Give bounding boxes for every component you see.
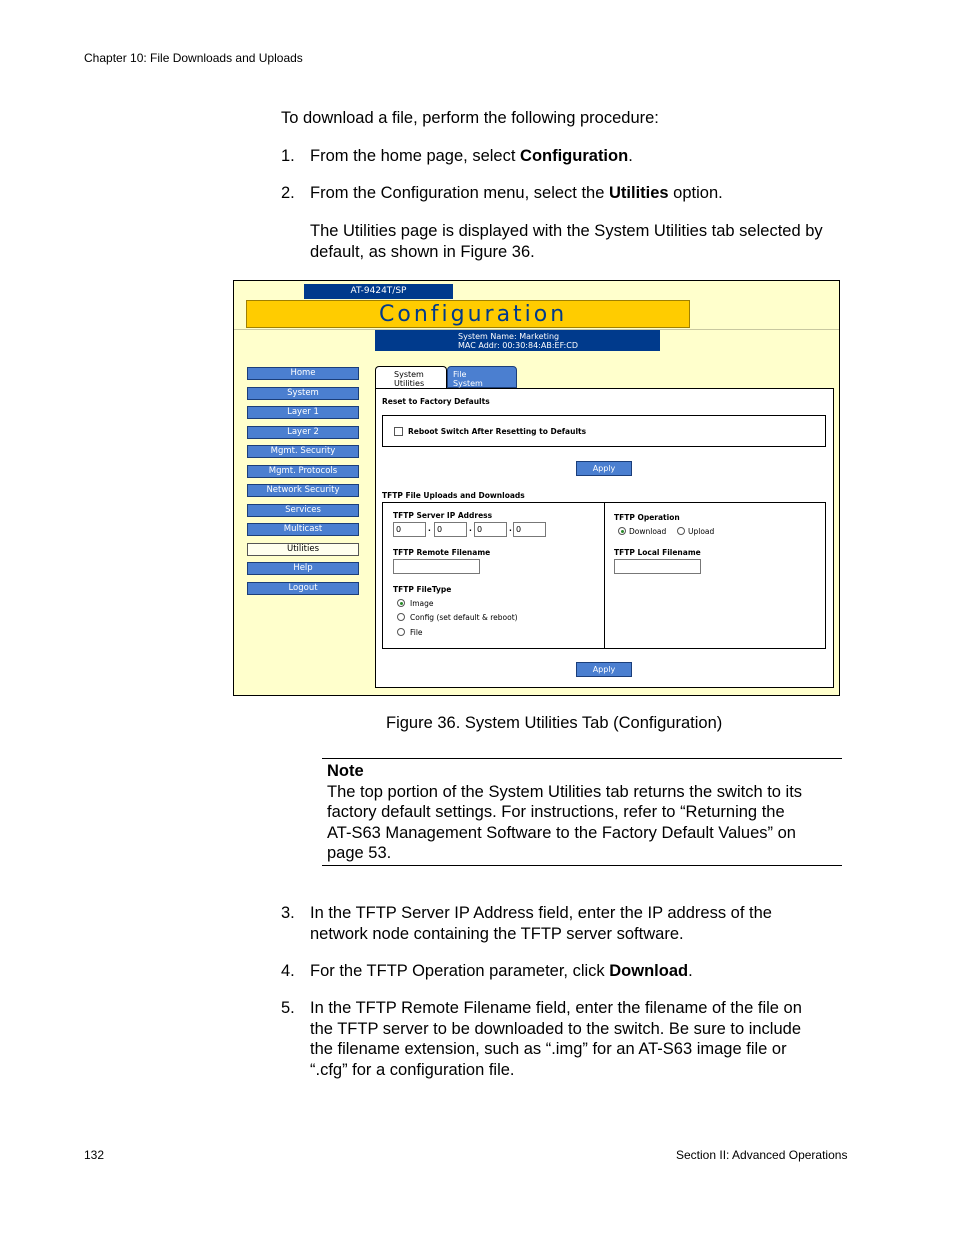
nav-layer-2[interactable]: Layer 2 bbox=[247, 426, 359, 439]
tftp-heading: TFTP File Uploads and Downloads bbox=[382, 491, 525, 500]
nav-logout[interactable]: Logout bbox=[247, 582, 359, 595]
nav-help[interactable]: Help bbox=[247, 562, 359, 575]
apply-tftp-button[interactable]: Apply bbox=[576, 662, 632, 677]
ip-octet-3[interactable]: 0 bbox=[474, 522, 507, 537]
step-number: 5. bbox=[281, 999, 295, 1017]
step-number: 1. bbox=[281, 147, 295, 165]
filetype-config-label: Config (set default & reboot) bbox=[410, 613, 518, 622]
reset-box bbox=[382, 415, 826, 447]
nav-layer-1[interactable]: Layer 1 bbox=[247, 406, 359, 419]
step-text-end: . bbox=[628, 147, 633, 165]
nav-mgmt-protocols[interactable]: Mgmt. Protocols bbox=[247, 465, 359, 478]
chapter-header: Chapter 10: File Downloads and Uploads bbox=[84, 51, 303, 65]
nav-network-security[interactable]: Network Security bbox=[247, 484, 359, 497]
step-text-end: . bbox=[688, 962, 693, 980]
remote-filename-label: TFTP Remote Filename bbox=[393, 548, 491, 557]
nav-home[interactable]: Home bbox=[247, 367, 359, 380]
detail-line: The Utilities page is displayed with the System Utilities tab selected by bbox=[310, 222, 823, 240]
ip-octet-2[interactable]: 0 bbox=[434, 522, 467, 537]
note-line: page 53. bbox=[327, 844, 392, 862]
local-filename-input[interactable] bbox=[614, 559, 701, 574]
model-banner: AT-9424T/SP bbox=[304, 284, 453, 299]
tab-label-line2: Utilities bbox=[394, 379, 425, 388]
operation-download-label: Download bbox=[629, 527, 667, 536]
operation-upload-label: Upload bbox=[688, 527, 715, 536]
system-utilities-panel bbox=[375, 388, 834, 688]
reboot-checkbox-label: Reboot Switch After Resetting to Defaults bbox=[408, 427, 587, 436]
note-title: Note bbox=[327, 762, 364, 780]
note-line: factory default settings. For instructions, refer to “Returning the bbox=[327, 803, 785, 821]
reset-heading: Reset to Factory Defaults bbox=[382, 397, 490, 406]
step-line: network node containing the TFTP server software. bbox=[310, 924, 684, 943]
step-bold: Download bbox=[609, 962, 689, 980]
tab-label-line2: System bbox=[453, 379, 483, 388]
filetype-image-label: Image bbox=[410, 599, 434, 608]
step-line: In the TFTP Remote Filename field, enter the filename of the file on bbox=[310, 999, 802, 1017]
nav-utilities[interactable]: Utilities bbox=[247, 543, 359, 556]
step-text: For the TFTP Operation parameter, click bbox=[310, 962, 610, 980]
configuration-title: Configuration bbox=[246, 300, 690, 328]
step-line: the TFTP server to be downloaded to the switch. Be sure to include bbox=[310, 1019, 801, 1038]
page-number: 132 bbox=[84, 1148, 105, 1162]
nav-services[interactable]: Services bbox=[247, 504, 359, 517]
section-footer: Section II: Advanced Operations bbox=[676, 1148, 848, 1162]
step-line: In the TFTP Server IP Address field, enter the IP address of the bbox=[310, 904, 772, 922]
mac-address: MAC Addr: 00:30:84:AB:EF:CD bbox=[458, 341, 578, 350]
figure-caption: Figure 36. System Utilities Tab (Configuration) bbox=[386, 714, 723, 732]
nav-system[interactable]: System bbox=[247, 387, 359, 400]
system-name: System Name: Marketing bbox=[458, 332, 560, 341]
tab-system-utilities[interactable] bbox=[375, 366, 447, 388]
tab-label-line1: File bbox=[453, 370, 467, 379]
server-ip-label: TFTP Server IP Address bbox=[393, 511, 493, 520]
step-text: From the Configuration menu, select the bbox=[310, 184, 609, 202]
note-block bbox=[327, 761, 802, 864]
step-number: 2. bbox=[281, 184, 295, 202]
filetype-image-radio[interactable] bbox=[397, 599, 405, 607]
tab-file-system[interactable] bbox=[447, 366, 517, 388]
figure-screenshot bbox=[233, 280, 840, 696]
step-text: From the home page, select bbox=[310, 147, 521, 165]
tftp-box: TFTP Server IP Address 0 . 0 . 0 . 0 TFTP Remote Filename TFTP FileType Image Config (set default & reboot) File TFTP Operation Download Upload TFTP Local Filename bbox=[382, 502, 826, 649]
ip-octet-1[interactable]: 0 bbox=[393, 522, 426, 537]
remote-filename-input[interactable] bbox=[393, 559, 480, 574]
ip-octet-4[interactable]: 0 bbox=[513, 522, 546, 537]
note-bottom-rule bbox=[322, 865, 842, 866]
step-line: “.cfg” for a configuration file. bbox=[310, 1060, 515, 1079]
note-top-rule bbox=[322, 758, 842, 759]
step-number: 4. bbox=[281, 962, 295, 980]
tftp-divider bbox=[604, 503, 605, 648]
step-bold: Configuration bbox=[520, 147, 629, 165]
nav-multicast[interactable]: Multicast bbox=[247, 523, 359, 536]
reboot-checkbox[interactable] bbox=[394, 427, 403, 436]
filetype-config-radio[interactable] bbox=[397, 613, 405, 621]
note-line: The top portion of the System Utilities tab returns the switch to its bbox=[327, 782, 803, 801]
operation-download-radio[interactable] bbox=[618, 527, 626, 535]
operation-upload-radio[interactable] bbox=[677, 527, 685, 535]
filetype-label: TFTP FileType bbox=[393, 585, 452, 594]
step-text-end: option. bbox=[668, 184, 723, 202]
filetype-file-label: File bbox=[410, 628, 423, 637]
nav-mgmt-security[interactable]: Mgmt. Security bbox=[247, 445, 359, 458]
intro-text: To download a file, perform the following procedure: bbox=[281, 109, 659, 127]
step-line: the filename extension, such as “.img” for an AT-S63 image file or bbox=[310, 1040, 787, 1058]
step-bold: Utilities bbox=[608, 184, 669, 202]
tab-label-line1: System bbox=[394, 370, 424, 379]
apply-reset-button[interactable]: Apply bbox=[576, 461, 632, 476]
operation-label: TFTP Operation bbox=[614, 513, 680, 522]
step-2-detail bbox=[310, 221, 823, 262]
note-line: AT-S63 Management Software to the Factory Default Values” on bbox=[327, 823, 796, 842]
filetype-file-radio[interactable] bbox=[397, 628, 405, 636]
system-info-banner bbox=[375, 330, 660, 351]
local-filename-label: TFTP Local Filename bbox=[614, 548, 701, 557]
step-number: 3. bbox=[281, 904, 295, 922]
detail-line: default, as shown in Figure 36. bbox=[310, 242, 535, 261]
